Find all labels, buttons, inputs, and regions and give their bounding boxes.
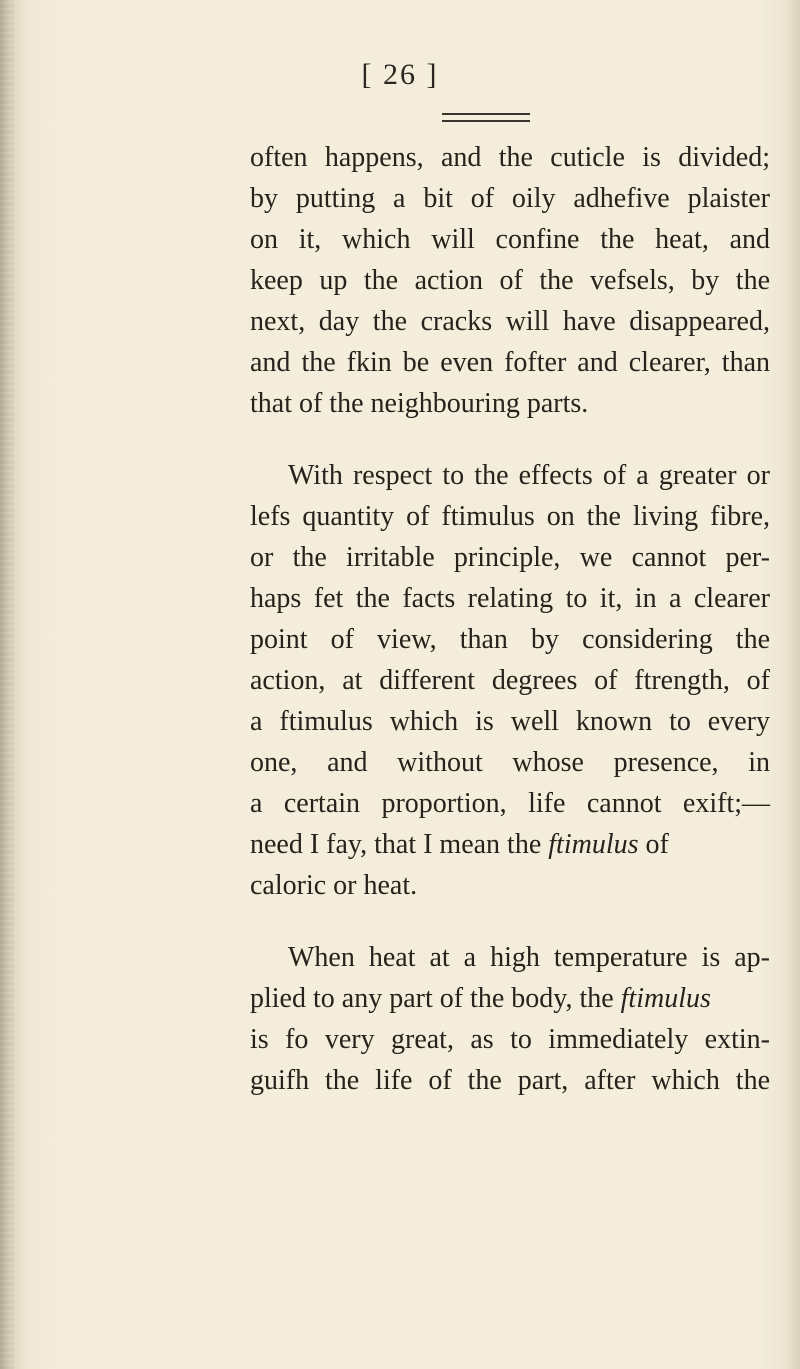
header-double-rule (442, 113, 530, 122)
text-line (250, 978, 770, 1019)
text-line: is fo very great, as to immediately extin- (250, 1024, 770, 1055)
text-line: guifh the life of the part, after which the (250, 1065, 770, 1096)
text-line: often happens, and the cuticle is divided; (250, 142, 770, 173)
text-line: and the fkin be even fofter and clearer, than (250, 347, 770, 378)
text-line: that of the neighbouring parts. (250, 388, 589, 419)
text-line: one, and without whose presence, in (250, 747, 770, 778)
text-line: a ftimulus which is well known to every (250, 706, 770, 737)
text-line: keep up the action of the vefsels, by the (250, 265, 770, 296)
page-number-header: [ 26 ] (361, 58, 439, 91)
text-line: caloric or heat. (250, 870, 418, 901)
text-line: haps fet the facts relating to it, in a clearer (250, 583, 770, 614)
text-line: by putting a bit of oily adhefive plaister (250, 183, 770, 214)
text-line (250, 824, 770, 865)
paragraph-3 (250, 937, 770, 1101)
paragraph-2 (250, 455, 770, 906)
text-segment: need I fay, that I mean the (250, 829, 549, 860)
text-segment: of (638, 829, 669, 860)
text-line: on it, which will confine the heat, and (250, 224, 770, 255)
text-line: point of view, than by considering the (250, 624, 770, 655)
italic-term: ftimulus (548, 829, 639, 860)
paragraph-1 (250, 137, 770, 424)
text-line: a certain proportion, life cannot exift;— (250, 788, 770, 819)
text-line: With respect to the effects of a greater or (288, 460, 770, 491)
text-line: When heat at a high temperature is ap- (288, 942, 770, 973)
text-line: action, at different degrees of ftrength, of (250, 665, 770, 696)
text-line: lefs quantity of ftimulus on the living fibre, (250, 501, 770, 532)
text-line: next, day the cracks will have disappeared, (250, 306, 770, 337)
text-line: or the irritable principle, we cannot per- (250, 542, 770, 573)
text-segment: plied to any part of the body, the (250, 983, 621, 1014)
italic-term: ftimulus (620, 983, 711, 1014)
